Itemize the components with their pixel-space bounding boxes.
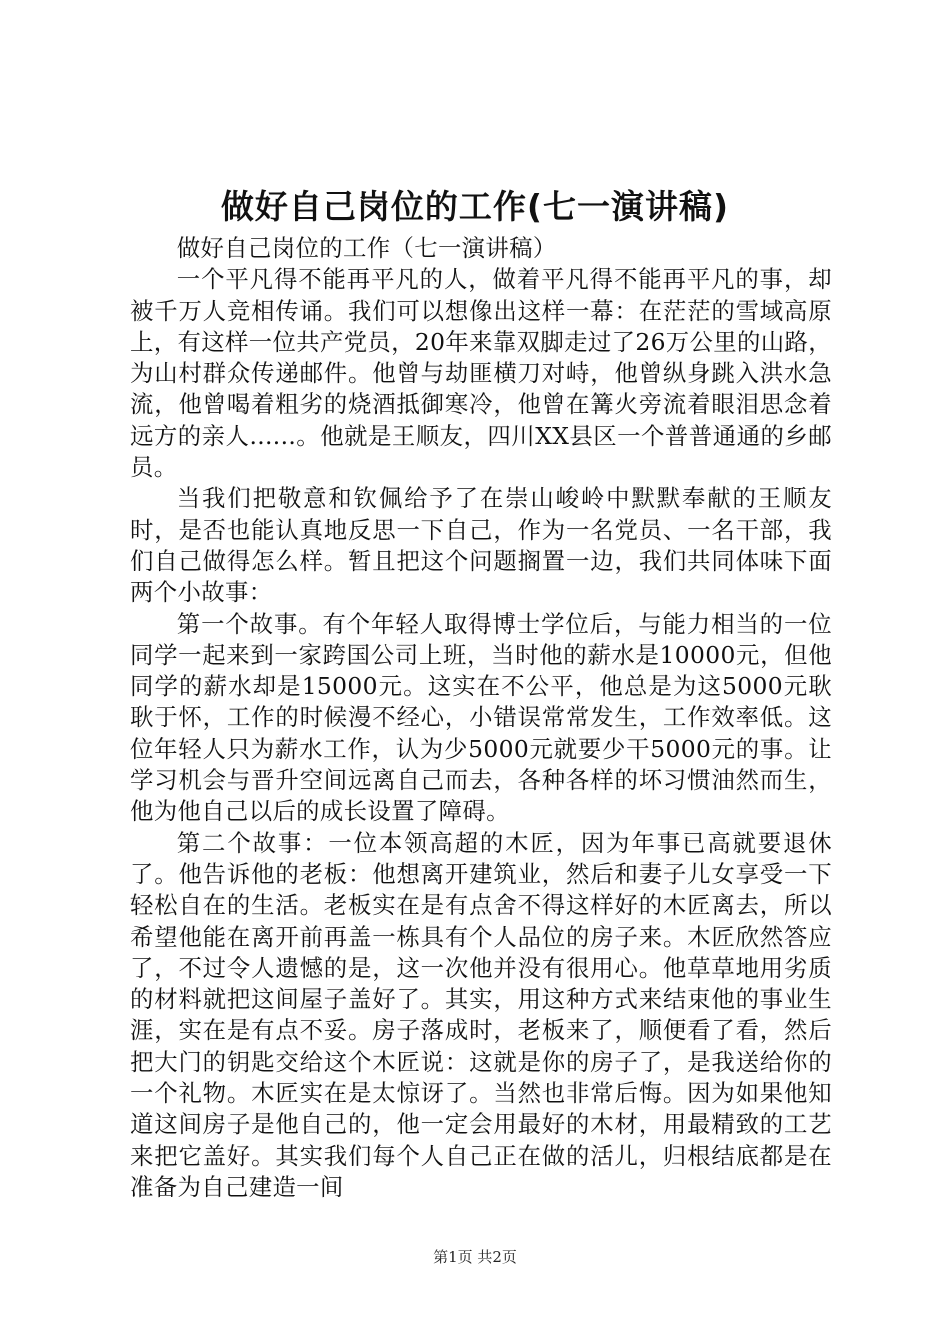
paragraph-intro: 一个平凡得不能再平凡的人，做着平凡得不能再平凡的事，却被千万人竞相传诵。我们可以想像出这样一幕：在茫茫的雪域高原上，有这样一位共产党员，20年来靠双脚走过了26万公里的山路，为山村群众传递邮件。他曾与劫匪横刀对峙，他曾纵身跳入洪水急流，他曾喝着粗劣的烧酒抵御寒冷，他曾在篝火旁流着眼泪思念着远方的亲人......。他就是王顺友，四川XX县区一个普普通通的乡邮员。 (130, 265, 832, 482)
document-body (130, 233, 832, 1203)
paragraph-story-two: 第二个故事：一位本领高超的木匠，因为年事已高就要退休了。他告诉他的老板：他想离开建筑业，然后和妻子儿女享受一下轻松自在的生活。老板实在是有点舍不得这样好的木匠离去，所以希望他能在离开前再盖一栋具有个人品位的房子来。木匠欣然答应了，不过令人遗憾的是，这一次他并没有很用心。他草草地用劣质的材料就把这间屋子盖好了。其实，用这种方式来结束他的事业生涯，实在是有点不妥。房子落成时，老板来了，顺便看了看，然后把大门的钥匙交给这个木匠说：这就是你的房子了，是我送给你的一个礼物。木匠实在是太惊讶了。当然也非常后悔。因为如果他知道这间房子是他自己的，他一定会用最好的木材，用最精致的工艺来把它盖好。其实我们每个人自己正在做的活儿，归根结底都是在准备为自己建造一间 (130, 828, 832, 1201)
document-title: 做好自己岗位的工作(七一演讲稿) (220, 187, 730, 226)
paragraph-story-one: 第一个故事。有个年轻人取得博士学位后，与能力相当的一位同学一起来到一家跨国公司上班，当时他的薪水是10000元，但他同学的薪水却是15000元。这实在不公平，他总是为这5000元耿耿于怀，工作的时候漫不经心，小错误常常发生，工作效率低。这位年轻人只为薪水工作，认为少5000元就要少干5000元的事。让学习机会与晋升空间远离自己而去，各种各样的坏习惯油然而生，他为他自己以后的成长设置了障碍。 (130, 609, 832, 826)
page-footer: 第1页 共2页 (433, 1248, 517, 1266)
paragraph-reflection: 当我们把敬意和钦佩给予了在崇山峻岭中默默奉献的王顺友时，是否也能认真地反思一下自己，作为一名党员、一名干部，我们自己做得怎么样。暂且把这个问题搁置一边，我们共同体味下面两个小故事： (130, 484, 832, 607)
paragraph-subtitle: 做好自己岗位的工作（七一演讲稿） (176, 234, 557, 262)
